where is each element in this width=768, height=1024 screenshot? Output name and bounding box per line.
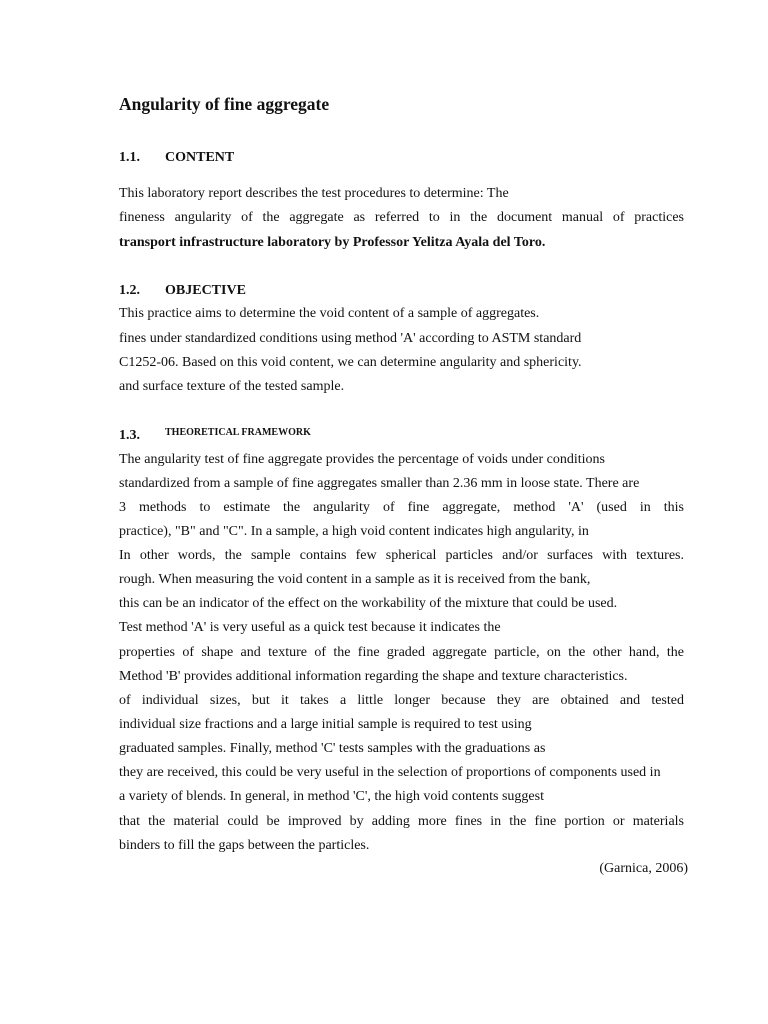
paragraph-line: individual size fractions and a large initial sample is required to test using (119, 717, 532, 732)
document-title: Angularity of fine aggregate (119, 94, 330, 114)
paragraph-line: standardized from a sample of fine aggregates smaller than 2.36 mm in loose state. There are (119, 476, 640, 491)
paragraph-line: this can be an indicator of the effect on the workability of the mixture that could be used. (119, 596, 618, 611)
section-heading: CONTENT (165, 150, 235, 165)
section-number: 1.1. (119, 150, 140, 165)
paragraph-line: The angularity test of fine aggregate provides the percentage of voids under conditions (119, 452, 605, 467)
section-heading: OBJECTIVE (165, 283, 246, 298)
section-number: 1.3. (119, 428, 140, 443)
paragraph-line: binders to fill the gaps between the particles. (119, 838, 370, 853)
paragraph-line: a variety of blends. In general, in method 'C', the high void contents suggest (119, 789, 544, 804)
paragraph-line: and surface texture of the tested sample. (119, 379, 345, 394)
paragraph-line: of individual sizes, but it takes a little longer because they are obtained and tested (119, 693, 684, 708)
paragraph-line: 3 methods to estimate the angularity of fine aggregate, method 'A' (used in this (119, 500, 684, 515)
paragraph-line: fineness angularity of the aggregate as referred to in the document manual of practices (119, 210, 684, 225)
paragraph-line: In other words, the sample contains few spherical particles and/or surfaces with textures. (119, 548, 684, 563)
section-number: 1.2. (119, 283, 140, 298)
paragraph-line: This practice aims to determine the void content of a sample of aggregates. (119, 306, 540, 321)
paragraph-line: they are received, this could be very useful in the selection of proportions of components used in (119, 765, 661, 780)
paragraph-line: Method 'B' provides additional information regarding the shape and texture characteristics. (119, 669, 628, 684)
paragraph-line: that the material could be improved by adding more fines in the fine portion or materials (119, 814, 684, 829)
paragraph-line: graduated samples. Finally, method 'C' tests samples with the graduations as (119, 741, 546, 756)
paragraph-line: Test method 'A' is very useful as a quick test because it indicates the (119, 620, 501, 635)
paragraph-line: fines under standardized conditions using method 'A' according to ASTM standard (119, 331, 582, 346)
citation: (Garnica, 2006) (599, 861, 688, 876)
section-heading: THEORETICAL FRAMEWORK (165, 427, 311, 438)
paragraph-line: transport infrastructure laboratory by Professor Yelitza Ayala del Toro. (119, 235, 546, 250)
paragraph-line: C1252-06. Based on this void content, we can determine angularity and sphericity. (119, 355, 582, 370)
paragraph-line: This laboratory report describes the test procedures to determine: The (119, 186, 509, 201)
paragraph-line: rough. When measuring the void content in a sample as it is received from the bank, (119, 572, 591, 587)
paragraph-line: properties of shape and texture of the fine graded aggregate particle, on the other hand, the (119, 645, 684, 660)
paragraph-line: practice), "B" and "C". In a sample, a high void content indicates high angularity, in (119, 524, 589, 539)
